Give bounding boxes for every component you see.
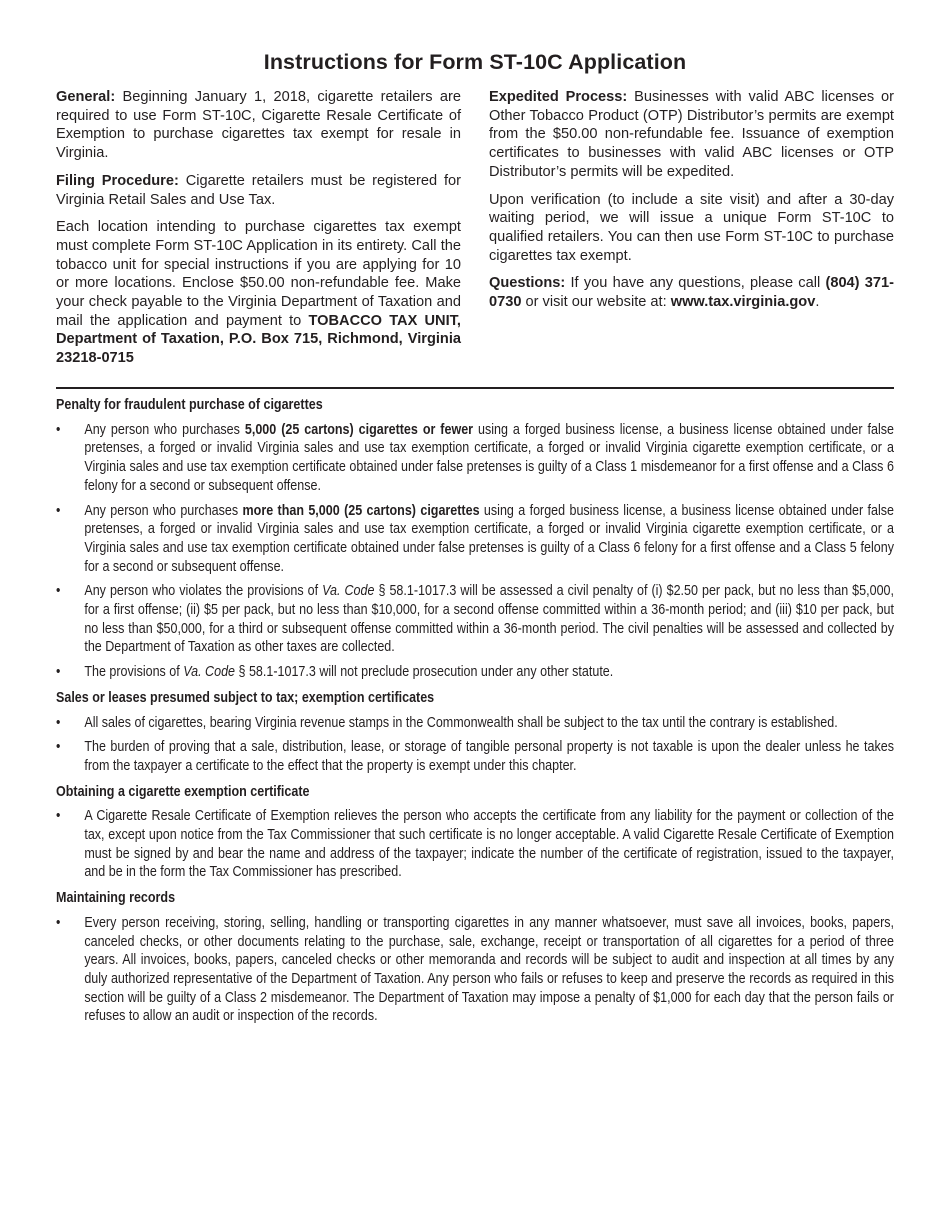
item-italic: Va. Code [322, 583, 375, 600]
bullet-icon: • [56, 583, 61, 600]
item-italic: Va. Code [183, 664, 236, 681]
penalty-list [56, 421, 894, 682]
list-item [56, 738, 894, 775]
questions-label: Questions: [489, 275, 566, 292]
item-text: The provisions of [84, 664, 184, 681]
filing-text: Cigarette retailers must be registered for Virginia Retail Sales and Use Tax. [56, 172, 461, 208]
expedited-label: Expedited Process: [489, 89, 628, 105]
verification-text: Upon verification (to include a site visit) and after a 30-day waiting period, we will issue a unique Form ST-10C to qualified retailers. You can then use Form ST-10C to purchase cigarettes tax exempt. [489, 191, 894, 264]
right-column [489, 88, 894, 321]
item-text: § 58.1-1017.3 will not preclude prosecution under any other statute. [235, 664, 614, 681]
mailing-address: TOBACCO TAX UNIT, Department of Taxation, P.O. Box 715, Richmond, Virginia 23218-0715 [56, 312, 461, 367]
item-text: Every person receiving, storing, selling, handling or transporting cigarettes in any manner whatsoever, must save all invoices, books, papers, canceled checks, or other documents relating to the purchase, sale, exchange, receipt or transportation of all cigarettes for a period of three years. All invoices, books, papers, canceled checks or other memoranda and records will be subject to audit and inspection at all times by any duly authorized representative of the Department of Taxation. Any person who fails or refuses to keep and preserve the records as required in this section will be guilty of a Class 2 misdemeanor. The Department of Taxation may impose a penalty of $1,000 for each day that the person fails or refuses to allow an audit or inspection of the records. [84, 914, 894, 1025]
expedited-text: Businesses with valid ABC licenses or Other Tobacco Product (OTP) Distributor’s permits are exempt from the $50.00 non-refundable fee. Issuance of exemption certificates to businesses with valid ABC licenses or OTP Distributor’s permits will be expedited. [489, 89, 894, 180]
obtaining-heading: Obtaining a cigarette exemption certificate [56, 783, 310, 800]
records-list [56, 914, 894, 1026]
sales-list [56, 714, 894, 776]
section-divider [56, 387, 894, 389]
left-column [56, 88, 461, 377]
bullet-icon: • [56, 502, 61, 519]
each-location-text: Each location intending to purchase cigarettes tax exempt must complete Form ST-10C Application in its entirety. Call the tobacco unit for special instructions if you are applying for 10 or more locations. Enclose $50.00 non-refundable fee. Make your check payable to the Virginia Department of Taxation and mail the application and payment to [56, 219, 461, 329]
item-text: A Cigarette Resale Certificate of Exemption relieves the person who accepts the certificate from any liability for the payment or collection of the tax, except upon notice from the Tax Commissioner that such certificate is no longer acceptable. A valid Cigarette Resale Certificate of Exemption must be signed by and bear the name and address of the taxpayer; indicate the number of the certificate of registration, issued to the taxpayer, and be in the form the Tax Commissioner has prescribed. [84, 808, 894, 881]
item-text: Any person who purchases [84, 421, 245, 438]
filing-label: Filing Procedure: [56, 172, 179, 189]
list-item [56, 502, 894, 577]
general-paragraph [56, 88, 461, 163]
records-heading: Maintaining records [56, 890, 176, 907]
bullet-icon: • [56, 739, 61, 756]
bullet-icon: • [56, 914, 61, 931]
phone-number: (804) 371-0730 [489, 275, 894, 311]
questions-period: . [815, 294, 820, 311]
page-title: Instructions for Form ST-10C Application [263, 50, 687, 74]
bullet-icon: • [56, 664, 61, 681]
list-item [56, 807, 894, 882]
general-label: General: [56, 89, 116, 105]
website-link[interactable]: www.tax.virginia.gov [670, 294, 816, 311]
list-item [56, 663, 894, 682]
condensed-content [56, 396, 894, 1026]
bullet-icon: • [56, 808, 61, 825]
item-text: All sales of cigarettes, bearing Virginia revenue stamps in the Commonwealth shall be subject to the tax until the contrary is established. [84, 714, 838, 731]
sales-heading: Sales or leases presumed subject to tax; exemption certificates [56, 689, 435, 706]
item-text: using a forged business license, a business license obtained under false pretenses, a forged or invalid Virginia sales and use tax exemption certificate, a forged or invalid Virginia cigarette exemption certificate, or a Virginia sales and use tax exemption certificate obtained under false pretenses is guilty of a Class 1 misdemeanor for a first offense and a Class 6 felony for a second or subsequent offense. [84, 421, 894, 494]
list-item [56, 714, 894, 733]
list-item [56, 914, 894, 1026]
verification-paragraph [489, 191, 894, 266]
item-bold: more than 5,000 (25 cartons) cigarettes [242, 502, 480, 519]
each-location-paragraph [56, 218, 461, 368]
bullet-icon: • [56, 714, 61, 731]
general-text: Beginning January 1, 2018, cigarette retailers are required to use Form ST-10C, Cigarette Resale Certificate of Exemption to purchase cigarettes tax exempt for resale in Virginia. [56, 89, 461, 162]
questions-paragraph [489, 274, 894, 311]
bullet-icon: • [56, 421, 61, 438]
item-text: The burden of proving that a sale, distribution, lease, or storage of tangible personal property is not taxable is upon the dealer unless he takes from the taxpayer a certificate to the effect that the property is exempt under this chapter. [84, 739, 894, 774]
item-text: Any person who violates the provisions of [84, 583, 323, 600]
questions-text-2: or visit our website at: [521, 294, 671, 311]
item-bold: 5,000 (25 cartons) cigarettes or fewer [244, 421, 474, 438]
list-item [56, 582, 894, 657]
lower-sections [56, 396, 894, 1033]
expedited-paragraph [489, 88, 894, 182]
filing-procedure-paragraph [56, 172, 461, 209]
penalty-heading: Penalty for fraudulent purchase of cigarettes [56, 397, 323, 413]
list-item [56, 421, 894, 496]
item-text: § 58.1-1017.3 will be assessed a civil penalty of (i) $2.50 per pack, but no less than $5,000, for a first offense; (ii) $5 per pack, but no less than $10,000, for a second offense committed within a 36-month period; and (iii) $10 per pack, but no less than $50,000, for a third or subsequent offense committed within a 36-month period. The civil penalties will be assessed and collected by the Department of Taxation as other taxes are collected. [84, 583, 894, 656]
obtaining-list [56, 807, 894, 882]
item-text: using a forged business license, a business license obtained under false pretenses, a forged or invalid Virginia sales and use tax exemption certificate, a forged or invalid Virginia cigarette exemption certificate, or a Virginia sales and use tax exemption certificate obtained under false pretenses is guilty of a Class 6 felony for a first offense and a Class 5 felony for a second or subsequent offense. [84, 502, 895, 575]
questions-text: If you have any questions, please call [565, 275, 826, 292]
item-text: Any person who purchases [84, 502, 243, 519]
